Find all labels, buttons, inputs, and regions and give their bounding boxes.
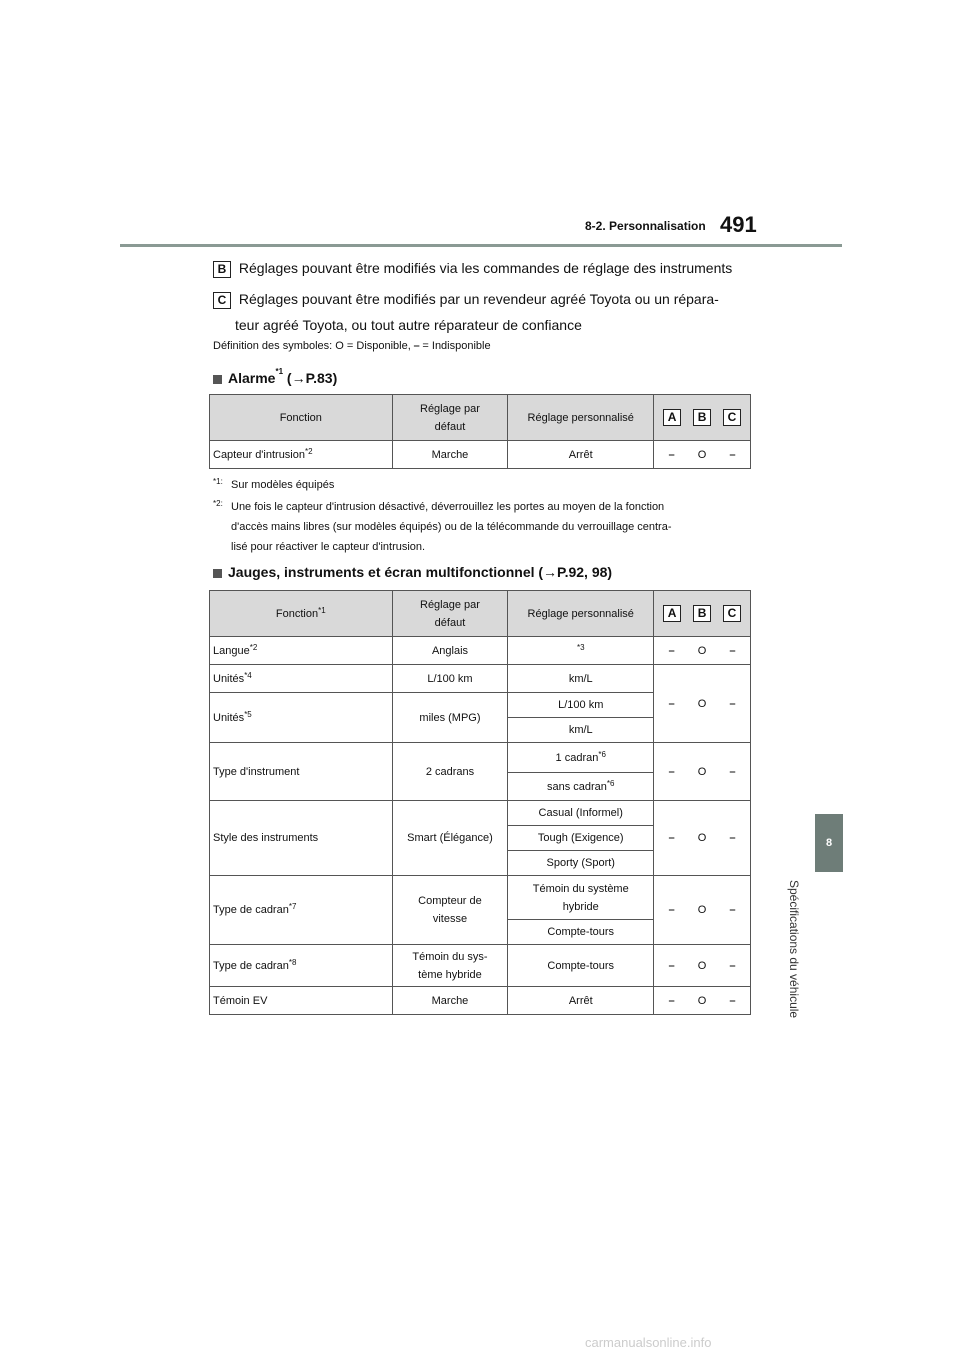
table-row: Type d'instrument 2 cadrans 1 cadran$^{*6}$ ⎯ O ⎯ [210, 743, 751, 773]
table-row: Unités$^{*4}$ L/100 km km/L ⎯ O ⎯ [210, 665, 751, 693]
jauges-table [209, 590, 751, 1015]
table-row: Tough (Exigence) [210, 826, 751, 851]
table-header-row [210, 395, 751, 441]
section-jauges-title: Jauges, instruments et écran multifonctionnel (→P.92, 98) [213, 564, 612, 580]
table-header-row: Fonction$^{*1}$ Réglage par défaut Réglage personnalisé A B C [210, 591, 751, 637]
table-row: Compte-tours [210, 920, 751, 945]
bullet-square-icon [213, 375, 222, 384]
table-row: Langue$^{*2}$ Anglais $^{*3}$ ⎯ O ⎯ [210, 637, 751, 665]
section-alarme-title: Alarme$^{*1}$ (→P.83) [213, 370, 337, 386]
symbol-b: B [213, 261, 231, 278]
symbol-c: C [213, 292, 231, 309]
legend-c-text-2: teur agréé Toyota, ou tout autre réparateur de confiance [235, 317, 582, 333]
chapter-title: Spécifications du véhicule [787, 880, 801, 1019]
table-row: Type de cadran$^{*8}$ Témoin du sys- tème hybride Compte-tours ⎯ O ⎯ [210, 945, 751, 987]
watermark: carmanualsonline.info [585, 1335, 712, 1350]
header-rule [120, 244, 842, 247]
table-row: Type de cadran$^{*7}$ Compteur de vitesse Témoin du système hybride ⎯ O ⎯ [210, 876, 751, 920]
header-custom: Réglage personnalisé [508, 395, 654, 441]
table-row: Témoin EV Marche Arrêt ⎯ O ⎯ [210, 987, 751, 1015]
bullet-square-icon [213, 569, 222, 578]
chapter-side-label [785, 880, 805, 1040]
symbol-definitions: Définition des symboles: O = Disponible, ⎯ = Indisponible [213, 340, 491, 352]
legend-b [213, 255, 732, 281]
page-number: 491 [720, 212, 757, 237]
table-row: Capteur d'intrusion$^{*2}$ Marche Arrêt ⎯ O ⎯ [210, 441, 751, 469]
header-fonction: Fonction [210, 395, 393, 441]
footnote-1: $^{*1:}$ Sur modèles équipés [213, 477, 335, 491]
header-abc: A B C [654, 395, 751, 441]
table-row: Unités$^{*5}$ miles (MPG) L/100 km [210, 693, 751, 718]
table-row: sans cadran$^{*6}$ [210, 773, 751, 801]
legend-c [213, 286, 719, 338]
legend-c-text-1: Réglages pouvant être modifiés par un revendeur agréé Toyota ou un répara- [238, 291, 719, 307]
section-header: 8-2. Personnalisation [585, 219, 706, 233]
footnote-2: $^{*2:}$ Une fois le capteur d'intrusion désactivé, déverrouillez les portes au moyen de la fonction d'accès mains libres (sur modèles équipés) ou de la télécommande du verrouillage centra- lisé pour réactiver le capteur d'intrusion. [213, 499, 672, 553]
header-default: Réglage par défaut [392, 395, 508, 441]
chapter-tab: 8 [815, 814, 843, 872]
table-row: km/L [210, 718, 751, 743]
alarme-table [209, 394, 751, 469]
table-row: Sporty (Sport) [210, 851, 751, 876]
table-row: Style des instruments Smart (Élégance) Casual (Informel) ⎯ O ⎯ [210, 801, 751, 826]
legend-b-text: Réglages pouvant être modifiés via les commandes de réglage des instruments [238, 260, 733, 276]
